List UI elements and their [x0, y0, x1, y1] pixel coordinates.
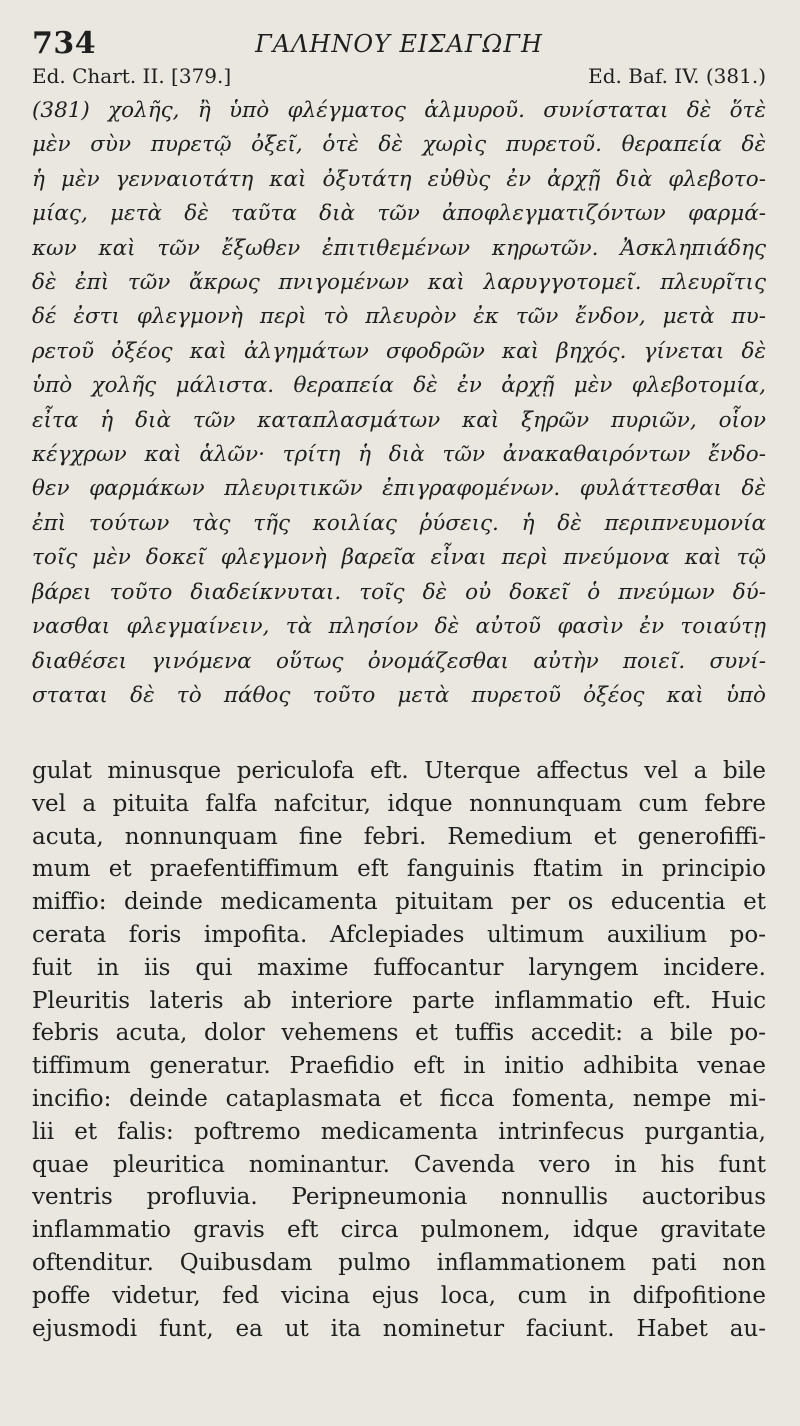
greek-text-block [32, 94, 766, 713]
latin-text-line: Pleuritis lateris ab interiore parte inflammatio eft. Huic [32, 987, 766, 1014]
latin-text-line: cerata foris impofita. Afclepiades ultimum auxilium po- [32, 921, 766, 948]
greek-text-line: νασθαι φλεγμαίνειν, τὰ πλησίον δὲ αὐτοῦ φασὶν ἐν τοιαύτῃ [32, 614, 766, 640]
latin-text-line: poffe videtur, fed vicina ejus loca, cum in difpofitione [32, 1282, 766, 1309]
greek-text-line: ρετοῦ ὀξέος καὶ ἀλγημάτων σφοδρῶν καὶ βηχός. γίνεται δὲ [32, 338, 766, 364]
latin-text-line: vel a pituita falfa nafcitur, idque nonnunquam cum febre [32, 790, 766, 817]
latin-text-block [32, 755, 766, 1345]
greek-text-line: εἶτα ἡ διὰ τῶν καταπλασμάτων καὶ ξηρῶν πυριῶν, οἷον [32, 407, 766, 433]
latin-text-line: lii et falis: poftremo medicamenta intrinfecus purgantia, [32, 1118, 766, 1145]
greek-text-line: κων καὶ τῶν ἔξωθεν ἐπιτιθεμένων κηρωτῶν. Ἀσκληπιάδης [32, 235, 766, 261]
edition-reference-basel: Ed. Baf. IV. (381.) [588, 64, 766, 88]
greek-text-line: ἐπὶ τούτων τὰς τῆς κοιλίας ῥύσεις. ἡ δὲ περιπνευμονία [32, 510, 766, 536]
greek-text-line: μὲν σὺν πυρετῷ ὀξεῖ, ὁτὲ δὲ χωρὶς πυρετοῦ. θεραπεία δὲ [32, 132, 766, 158]
latin-text-line: inflammatio gravis eft circa pulmonem, idque gravitate [32, 1217, 766, 1244]
running-title: ΓΑΛΗΝΟΥ ΕΙΣΑΓΩΓΗ [255, 30, 543, 58]
greek-text-line: (381) χολῆς, ἢ ὑπὸ φλέγματος ἁλμυροῦ. συνίσταται δὲ ὅτὲ [32, 98, 766, 123]
edition-reference-chart: Ed. Chart. II. [379.] [32, 64, 232, 88]
latin-text-line: febris acuta, dolor vehemens et tuffis accedit: a bile po- [32, 1020, 766, 1047]
latin-text-line: acuta, nonnunquam fine febri. Remedium et generofiffi- [32, 823, 766, 850]
edition-references [32, 64, 766, 92]
greek-text-line: σταται δὲ τὸ πάθος τοῦτο μετὰ πυρετοῦ ὀξέος καὶ ὑπὸ [32, 682, 766, 708]
greek-text-line: θεν φαρμάκων πλευριτικῶν ἐπιγραφομένων. φυλάττεσθαι δὲ [32, 476, 766, 502]
page-number: 734 [32, 26, 97, 61]
latin-text-line: quae pleuritica nominantur. Cavenda vero in his funt [32, 1151, 766, 1178]
latin-text-line: ventris profluvia. Peripneumonia nonnullis auctoribus [32, 1184, 766, 1211]
greek-text-line: κέγχρων καὶ ἁλῶν· τρίτη ἡ διὰ τῶν ἀνακαθαιρόντων ἔνδο- [32, 442, 766, 468]
latin-text-line: mum et praefentiffimum eft fanguinis ftatim in principio [32, 856, 766, 883]
greek-text-line: τοῖς μὲν δοκεῖ φλεγμονὴ βαρεῖα εἶναι περὶ πνεύμονα καὶ τῷ [32, 545, 766, 571]
greek-text-line: μίας, μετὰ δὲ ταῦτα διὰ τῶν ἀποφλεγματιζόντων φαρμά- [32, 201, 766, 227]
latin-text-line: fuit in iis qui maxime fuffocantur laryngem incidere. [32, 954, 766, 981]
greek-text-line: ἡ μὲν γενναιοτάτη καὶ ὀξυτάτη εὐθὺς ἐν ἀρχῇ διὰ φλεβοτο- [32, 166, 766, 192]
latin-text-line: incifio: deinde cataplasmata et ficca fomenta, nempe mi- [32, 1085, 766, 1112]
greek-text-line: ὑπὸ χολῆς μάλιστα. θεραπεία δὲ ἐν ἀρχῇ μὲν φλεβοτομία, [32, 373, 766, 399]
latin-text-line: ejusmodi funt, ea ut ita nominetur faciunt. Habet au- [32, 1315, 766, 1342]
greek-text-line: δὲ ἐπὶ τῶν ἄκρως πνιγομένων καὶ λαρυγγοτομεῖ. πλευρῖτις [32, 270, 766, 296]
latin-text-line: oftenditur. Quibusdam pulmo inflammationem pati non [32, 1249, 766, 1276]
latin-text-line: miffio: deinde medicamenta pituitam per os educentia et [32, 889, 766, 916]
latin-text-line: gulat minusque periculofa eft. Uterque affectus vel a bile [32, 758, 766, 784]
greek-text-line: βάρει τοῦτο διαδείκνυται. τοῖς δὲ οὐ δοκεῖ ὁ πνεύμων δύ- [32, 579, 766, 605]
latin-text-line: tiffimum generatur. Praefidio eft in initio adhibita venae [32, 1053, 766, 1080]
greek-text-line: δέ ἐστι φλεγμονὴ περὶ τὸ πλευρὸν ἐκ τῶν ἔνδον, μετὰ πυ- [32, 304, 766, 330]
greek-text-line: διαθέσει γινόμενα οὕτως ὀνομάζεσθαι αὐτὴν ποιεῖ. συνί- [32, 648, 766, 674]
page-header [32, 26, 766, 62]
